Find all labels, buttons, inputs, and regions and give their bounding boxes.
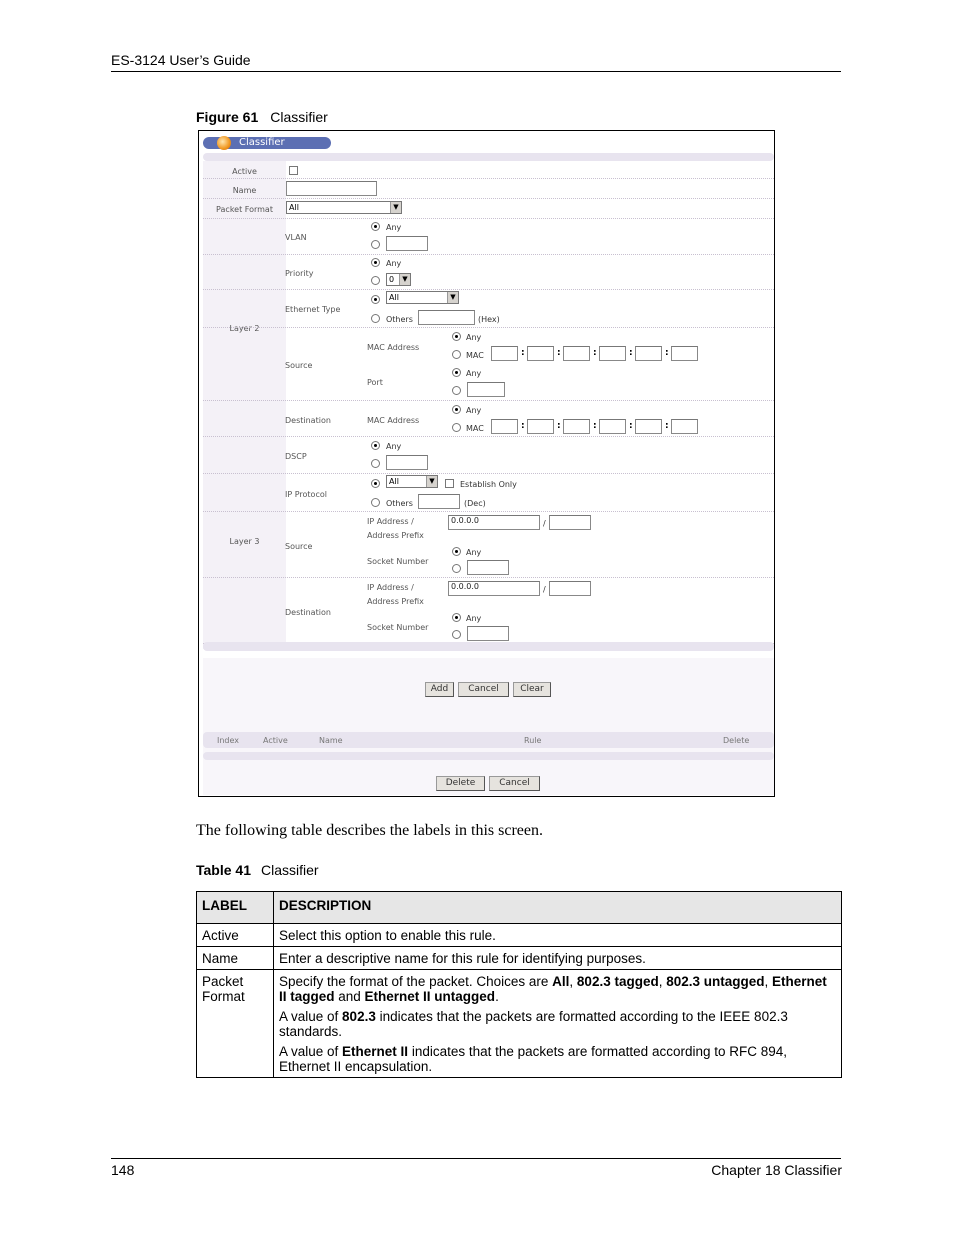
row-label: Active (197, 924, 274, 947)
colon: : (557, 348, 561, 358)
dscp-any-label: Any (386, 442, 402, 451)
dst-mac-octet-3[interactable] (563, 419, 590, 434)
dst-mac-octet-4[interactable] (599, 419, 626, 434)
src-socket-radio[interactable] (452, 564, 461, 573)
colon: : (557, 421, 561, 431)
table-row (197, 947, 842, 970)
label-src-port: Port (367, 378, 383, 387)
form-bottom-stripe (203, 642, 774, 651)
rules-table-header (203, 732, 774, 748)
chevron-down-icon: ▼ (399, 274, 410, 285)
colon: : (665, 348, 669, 358)
text: , (764, 974, 773, 989)
running-header: ES-3124 User’s Guide (111, 52, 251, 68)
bold-term: Ethernet II untagged (364, 989, 496, 1004)
src-mac-label: MAC (466, 351, 484, 360)
colon: : (521, 348, 525, 358)
dst-prefix-input[interactable] (549, 581, 591, 596)
packet-format-value: All (289, 203, 299, 212)
active-checkbox[interactable] (289, 166, 298, 175)
src-prefix-input[interactable] (549, 515, 591, 530)
clear-button[interactable]: Clear (513, 682, 551, 697)
vlan-value-radio[interactable] (371, 240, 380, 249)
dec-label: (Dec) (464, 499, 486, 508)
table-row (197, 970, 842, 1078)
packet-format-select[interactable] (286, 201, 402, 214)
src-mac-any-radio[interactable] (452, 332, 461, 341)
desc-paragraph (279, 974, 836, 1004)
name-input[interactable] (286, 181, 377, 196)
vlan-any-label: Any (386, 223, 402, 232)
table-row (197, 924, 842, 947)
src-mac-octet-4[interactable] (599, 346, 626, 361)
bold-term: 802.3 untagged (666, 974, 765, 989)
ip-protocol-value: All (389, 477, 399, 486)
dst-socket-input[interactable] (467, 626, 509, 641)
src-mac-octet-5[interactable] (635, 346, 662, 361)
dscp-value-radio[interactable] (371, 459, 380, 468)
col-name: Name (319, 736, 343, 745)
classifier-screenshot (198, 130, 775, 797)
rules-area (203, 658, 774, 795)
label-dst-ip-1: IP Address / (367, 583, 414, 592)
src-mac-any-label: Any (466, 333, 482, 342)
tab-orb-icon (217, 136, 231, 150)
add-button[interactable]: Add (425, 682, 454, 697)
dst-prefix-slash: / (543, 585, 546, 594)
ethernet-type-value: All (389, 293, 399, 302)
label-l2-destination: Destination (285, 416, 331, 425)
delete-button[interactable]: Delete (436, 776, 485, 791)
src-mac-octet-6[interactable] (671, 346, 698, 361)
table-header-row (197, 892, 842, 924)
colon: : (593, 421, 597, 431)
text: , (569, 974, 577, 989)
form-top-stripe (203, 153, 774, 161)
chevron-down-icon: ▼ (447, 292, 458, 303)
cancel-button[interactable]: Cancel (458, 682, 509, 697)
src-port-any-label: Any (466, 369, 482, 378)
description-table (196, 891, 842, 1078)
colon: : (521, 421, 525, 431)
dst-mac-octet-1[interactable] (491, 419, 518, 434)
label-dst-ip-2: Address Prefix (367, 597, 424, 606)
src-port-radio[interactable] (452, 386, 461, 395)
dst-mac-any-label: Any (466, 406, 482, 415)
figure-label: Figure 61 (196, 109, 259, 125)
text: Specify the format of the packet. Choices are (279, 974, 553, 989)
label-l2-source: Source (285, 361, 313, 370)
col-active: Active (263, 736, 288, 745)
label-packet-format: Packet Format (216, 205, 273, 214)
label-priority: Priority (285, 269, 314, 278)
establish-only-checkbox[interactable] (445, 479, 454, 488)
ethertype-hex-input[interactable] (418, 310, 475, 325)
src-prefix-slash: / (543, 519, 546, 528)
header-description: DESCRIPTION (274, 892, 842, 924)
dst-socket-radio[interactable] (452, 630, 461, 639)
bold-term: 802.3 (342, 1009, 376, 1024)
ip-protocol-select[interactable] (386, 475, 438, 488)
ip-protocol-others-radio[interactable] (371, 498, 380, 507)
establish-only-label: Establish Only (460, 480, 517, 489)
body-paragraph: The following table describes the labels in this screen. (196, 822, 544, 839)
label-src-ip-2: Address Prefix (367, 531, 424, 540)
priority-any-radio[interactable] (371, 258, 380, 267)
ip-protocol-any-radio[interactable] (371, 479, 380, 488)
dst-mac-label: MAC (466, 424, 484, 433)
text: and (334, 989, 365, 1004)
src-socket-input[interactable] (467, 560, 509, 575)
label-ip-protocol: IP Protocol (285, 490, 327, 499)
text: A value of (279, 1009, 343, 1024)
row-description: Enter a descriptive name for this rule for identifying purposes. (274, 947, 842, 970)
row-label (197, 970, 274, 1078)
table-stripe (203, 752, 774, 760)
header-rule (111, 71, 841, 72)
dst-socket-any-label: Any (466, 614, 482, 623)
src-socket-any-label: Any (466, 548, 482, 557)
priority-value: 0 (389, 275, 395, 284)
label-active: Active (232, 167, 257, 176)
bold-term: 802.3 tagged (576, 974, 659, 989)
label-l3-destination: Destination (285, 608, 331, 617)
src-port-input[interactable] (467, 382, 505, 397)
ethertype-others-radio[interactable] (371, 314, 380, 323)
classifier-tab[interactable] (203, 137, 331, 149)
bold-term: All (552, 974, 570, 989)
dst-mac-radio[interactable] (452, 423, 461, 432)
ethertype-others-label: Others (386, 315, 413, 324)
colon: : (593, 348, 597, 358)
ethernet-type-select[interactable] (386, 291, 459, 304)
ip-protocol-dec-input[interactable] (418, 494, 460, 509)
text: A value of (279, 1044, 343, 1059)
src-port-any-radio[interactable] (452, 368, 461, 377)
dst-socket-any-radio[interactable] (452, 613, 461, 622)
dscp-input[interactable] (386, 455, 428, 470)
chevron-down-icon: ▼ (390, 202, 401, 213)
footer-rule (111, 1158, 841, 1159)
header-label: LABEL (197, 892, 274, 924)
label-dst-mac: MAC Address (367, 416, 420, 425)
dst-mac-any-radio[interactable] (452, 405, 461, 414)
label-line: Format (202, 989, 245, 1004)
dst-mac-octet-2[interactable] (527, 419, 554, 434)
dst-mac-octet-5[interactable] (635, 419, 662, 434)
figure-title: Classifier (270, 109, 328, 125)
colon: : (665, 421, 669, 431)
priority-value-radio[interactable] (371, 276, 380, 285)
label-layer-2: Layer 2 (229, 324, 260, 333)
priority-any-label: Any (386, 259, 402, 268)
label-line: Packet (202, 974, 244, 989)
src-ip-input[interactable]: 0.0.0.0 (448, 515, 540, 530)
text: indicates that the packets are formatted according to RFC 894, Ethernet II encapsulation. (279, 1044, 788, 1074)
dst-mac-octet-6[interactable] (671, 419, 698, 434)
text: , (658, 974, 667, 989)
row-description: Select this option to enable this rule. (274, 924, 842, 947)
src-mac-octet-1[interactable] (491, 346, 518, 361)
colon: : (629, 421, 633, 431)
label-l3-source: Source (285, 542, 313, 551)
src-mac-radio[interactable] (452, 350, 461, 359)
colon: : (629, 348, 633, 358)
vlan-any-radio[interactable] (371, 222, 380, 231)
desc-paragraph (279, 1044, 836, 1074)
hex-label: (Hex) (478, 315, 500, 324)
label-src-ip-1: IP Address / (367, 517, 414, 526)
text: indicates that the packets are formatted according to the IEEE 802.3 standards. (279, 1009, 788, 1039)
src-socket-any-radio[interactable] (452, 547, 461, 556)
row-description (274, 970, 842, 1078)
row-label: Name (197, 947, 274, 970)
label-src-mac: MAC Address (367, 343, 420, 352)
table-title: Classifier (261, 862, 319, 878)
ethertype-any-radio[interactable] (371, 295, 380, 304)
dscp-any-radio[interactable] (371, 441, 380, 450)
tab-title: Classifier (239, 137, 285, 148)
col-rule: Rule (524, 736, 542, 745)
label-dscp: DSCP (285, 452, 307, 461)
cancel-delete-button[interactable]: Cancel (489, 776, 540, 791)
bold-term: Ethernet II (342, 1044, 409, 1059)
label-ethernet-type: Ethernet Type (285, 305, 341, 314)
label-layer-3: Layer 3 (229, 537, 260, 546)
priority-select[interactable] (386, 273, 411, 286)
chevron-down-icon: ▼ (426, 476, 437, 487)
bold-term: Ethernet II tagged (279, 974, 827, 1004)
ip-protocol-others-label: Others (386, 499, 413, 508)
desc-paragraph (279, 1009, 836, 1039)
label-name: Name (232, 186, 257, 195)
src-mac-octet-3[interactable] (563, 346, 590, 361)
label-dst-socket: Socket Number (367, 623, 429, 632)
classifier-form (203, 153, 774, 651)
chapter-title: Chapter 18 Classifier (711, 1162, 842, 1178)
text: . (495, 989, 499, 1004)
dst-ip-input[interactable]: 0.0.0.0 (448, 581, 540, 596)
src-mac-octet-2[interactable] (527, 346, 554, 361)
col-delete: Delete (723, 736, 750, 745)
col-index: Index (217, 736, 240, 745)
label-src-socket: Socket Number (367, 557, 429, 566)
page-number: 148 (111, 1162, 135, 1178)
label-vlan: VLAN (285, 233, 307, 242)
figure-caption (196, 109, 328, 125)
vlan-input[interactable] (386, 236, 428, 251)
table-label: Table 41 (196, 862, 251, 878)
table-caption (196, 862, 319, 878)
